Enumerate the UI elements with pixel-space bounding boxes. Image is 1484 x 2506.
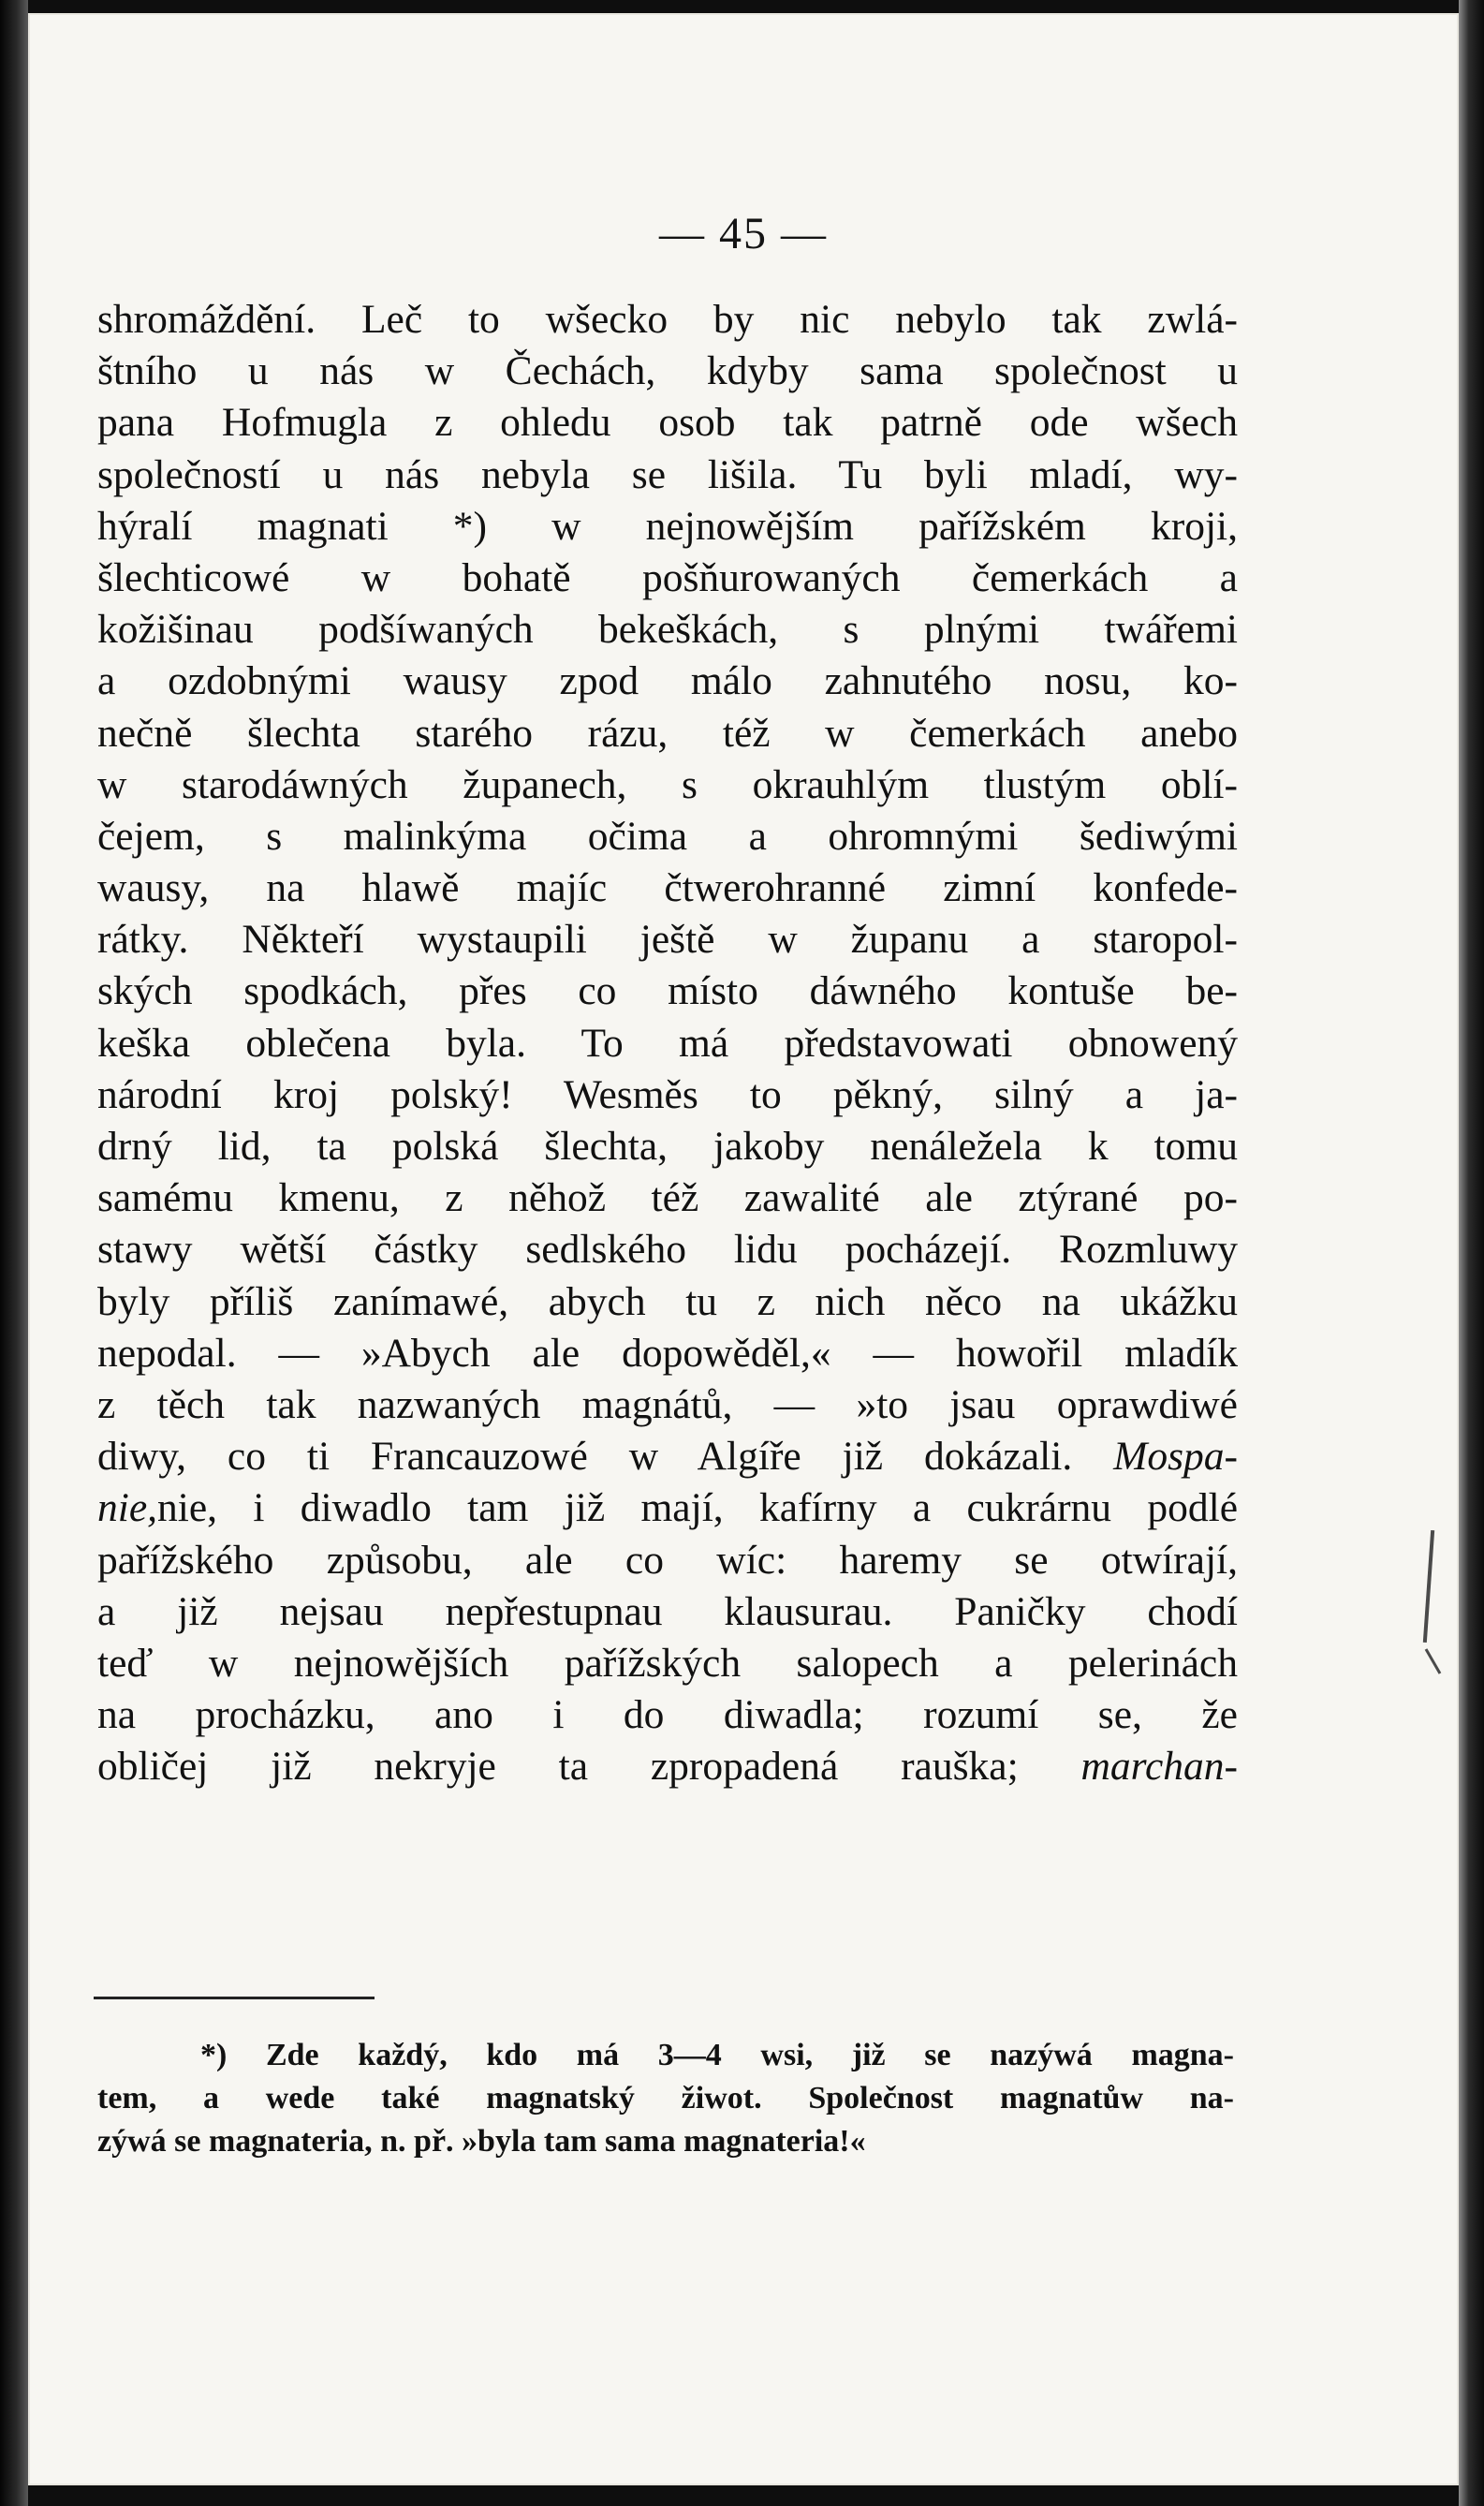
- text-line: drný lid, ta polská šlechta, jakoby nenáležela k tomu: [97, 1124, 1238, 1169]
- text-line: a již nejsau nepřestupnau klausurau. Paničky chodí: [97, 1588, 1238, 1634]
- margin-pencil-mark: [1423, 1530, 1434, 1643]
- text-line: w starodáwných županech, s okrauhlým tlustým oblí-: [97, 761, 1238, 807]
- text-fragment: nie, i diwadlo tam již mají, kafírny a cukrárnu podlé: [157, 1485, 1238, 1531]
- text-fragment: obličej již nekryje ta zpropadená rauška;: [97, 1744, 1019, 1790]
- italic-fragment-continuation: nie,: [97, 1485, 158, 1531]
- text-line: pana Hofmugla z ohledu osob tak patrně ode wšech: [97, 400, 1238, 446]
- book-spine-shadow: [0, 0, 28, 2506]
- body-text: [97, 294, 1238, 1792]
- text-line: teď w nejnowějších pařížských salopech a pelerinách: [97, 1640, 1238, 1686]
- text-line: národní kroj polský! Wesměs to pěkný, silný a ja-: [97, 1071, 1238, 1117]
- text-line: nepodal. — »Abych ale dopowěděl,« — howořil mladík: [97, 1330, 1238, 1376]
- text-line: štního u nás w Čechách, kdyby sama společnost u: [97, 348, 1238, 394]
- text-line: z těch tak nazwaných magnátů, — »to jsau oprawdiwé: [97, 1381, 1238, 1427]
- footnote-line: *) Zde každý, kdo má 3—4 wsi, již se nazýwá magna-: [200, 2038, 1234, 2072]
- footnote-line: zýwá se magnateria, n. př. »byla tam sama magnateria!«: [97, 2124, 866, 2159]
- text-line: čejem, s malinkýma očima a ohromnými šediwými: [97, 813, 1238, 859]
- italic-fragment: Mospa-: [1113, 1434, 1239, 1480]
- page-number: — 45 —: [659, 209, 828, 258]
- text-line: hýralí magnati *) w nejnowějším pařížském kroji,: [97, 503, 1238, 549]
- text-line: nečně šlechta starého rázu, též w čemerkách anebo: [97, 710, 1238, 756]
- text-line: šlechticowé w bohatě pošňurowaných čemerkách a: [97, 554, 1238, 600]
- footnote-line: tem, a wede také magnatský žiwot. Společnost magnatůw na-: [97, 2081, 1234, 2115]
- text-line-with-italic: [97, 1741, 1238, 1792]
- text-line: keška oblečena byla. To má představowati obnowený: [97, 1020, 1238, 1066]
- footnote-divider: [94, 1997, 375, 1999]
- text-line: kožišinau podšíwaných bekeškách, s plnými twářemi: [97, 607, 1238, 653]
- text-line: pařížského způsobu, ale co wíc: haremy se otwírají,: [97, 1537, 1238, 1583]
- text-line: wausy, na hlawě majíc čtwerohranné zimní konfede-: [97, 865, 1238, 911]
- text-fragment: diwy, co ti Francauzowé w Algíře již dokázali.: [97, 1434, 1073, 1480]
- text-line: byly příliš zanímawé, abych tu z nich něco na ukážku: [97, 1278, 1238, 1324]
- text-line: společností u nás nebyla se lišila. Tu byli mladí, wy-: [97, 451, 1238, 497]
- text-line: shromáždění. Leč to wšecko by nic nebylo tak zwlá-: [97, 297, 1238, 342]
- footnote: [97, 2034, 1234, 2163]
- text-line: na procházku, ano i do diwadla; rozumí se, že: [97, 1692, 1238, 1738]
- text-line: stawy wětší částky sedlského lidu pocházejí. Rozmluwy: [97, 1227, 1238, 1273]
- text-line: [97, 1482, 1238, 1534]
- italic-fragment: marchan-: [1080, 1744, 1239, 1790]
- text-line-with-italic: [97, 1431, 1238, 1482]
- text-line: ských spodkách, přes co místo dáwného kontuše be-: [97, 968, 1238, 1014]
- text-line: a ozdobnými wausy zpod málo zahnutého nosu, ko-: [97, 658, 1238, 704]
- page-edge-shadow: [1459, 0, 1484, 2506]
- text-line: samému kmenu, z něhož též zawalité ale ztýrané po-: [97, 1175, 1238, 1221]
- text-line: rátky. Někteří wystaupili ještě w županu a staropol-: [97, 917, 1238, 963]
- margin-pencil-mark: [1425, 1648, 1442, 1673]
- book-page: [28, 13, 1459, 2485]
